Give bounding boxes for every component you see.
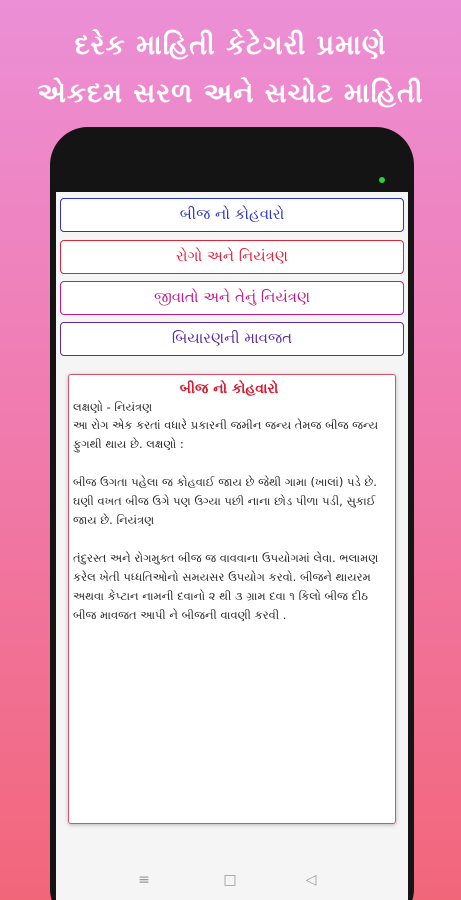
app-screen	[56, 192, 408, 900]
headline-line-2: એકદમ સરળ અને સચોટ માહિતી	[37, 78, 424, 109]
menu-button-seed-treatment[interactable]: બિયારણની માવજત	[60, 322, 404, 356]
card-body	[73, 416, 385, 625]
info-card	[68, 374, 396, 824]
system-navbar	[56, 862, 408, 900]
headline-line-1: દરેક માહિતી કેટેગરી પ્રમાણે	[74, 30, 387, 61]
card-subtitle: લક્ષણો - નિયંત્રણ	[73, 400, 153, 414]
card-paragraph: તંદુરસ્ત અને રોગમુક્ત બીજ જ વાવવાના ઉપયોગમાં લેવા. ભલામણ કરેલ ખેતી પધ્ધતિઓનો સમયસર ઉપયોગ કરવો. બીજને થાયરમ અથવા કેપ્ટાન નામની દવાનો ૨ થી ૩ ગ્રામ દવા ૧ કિલો બીજ દીઠ બીજ માવજત આપી ને બીજની વાવણી કરવી .	[73, 551, 379, 622]
menu-button-seed-rot[interactable]: બીજ નો કોહવારો	[60, 198, 404, 232]
promo-headline	[0, 22, 461, 118]
camera-indicator-icon	[379, 177, 385, 183]
home-icon[interactable]: □	[223, 872, 237, 888]
recent-apps-icon[interactable]: ≡	[138, 872, 150, 888]
card-paragraph: આ રોગ એક કરતાં વધારે પ્રકારની જમીન જન્ય તેમજ બીજ જન્ય ફુગથી થાય છે. લક્ષણો :	[73, 418, 379, 451]
menu-button-pests[interactable]: જીવાતો અને તેનું નિયંત્રણ	[60, 281, 404, 315]
card-title: બીજ નો કોહવારો	[179, 381, 279, 397]
card-paragraph: બીજ ઉગતા પહેલા જ કોહવાઈ જાય છે જેથી ગામા (ખાલાં) પડે છે. ઘણી વખત બીજ ઉગે પણ ઉગ્યા પછી નાના છોડ પીળા પડી, સુકાઈ જાય છે. નિયંત્રણ	[73, 475, 377, 527]
menu-button-diseases[interactable]: રોગો અને નિયંત્રણ	[60, 240, 404, 274]
back-icon[interactable]: ◁	[305, 872, 317, 888]
